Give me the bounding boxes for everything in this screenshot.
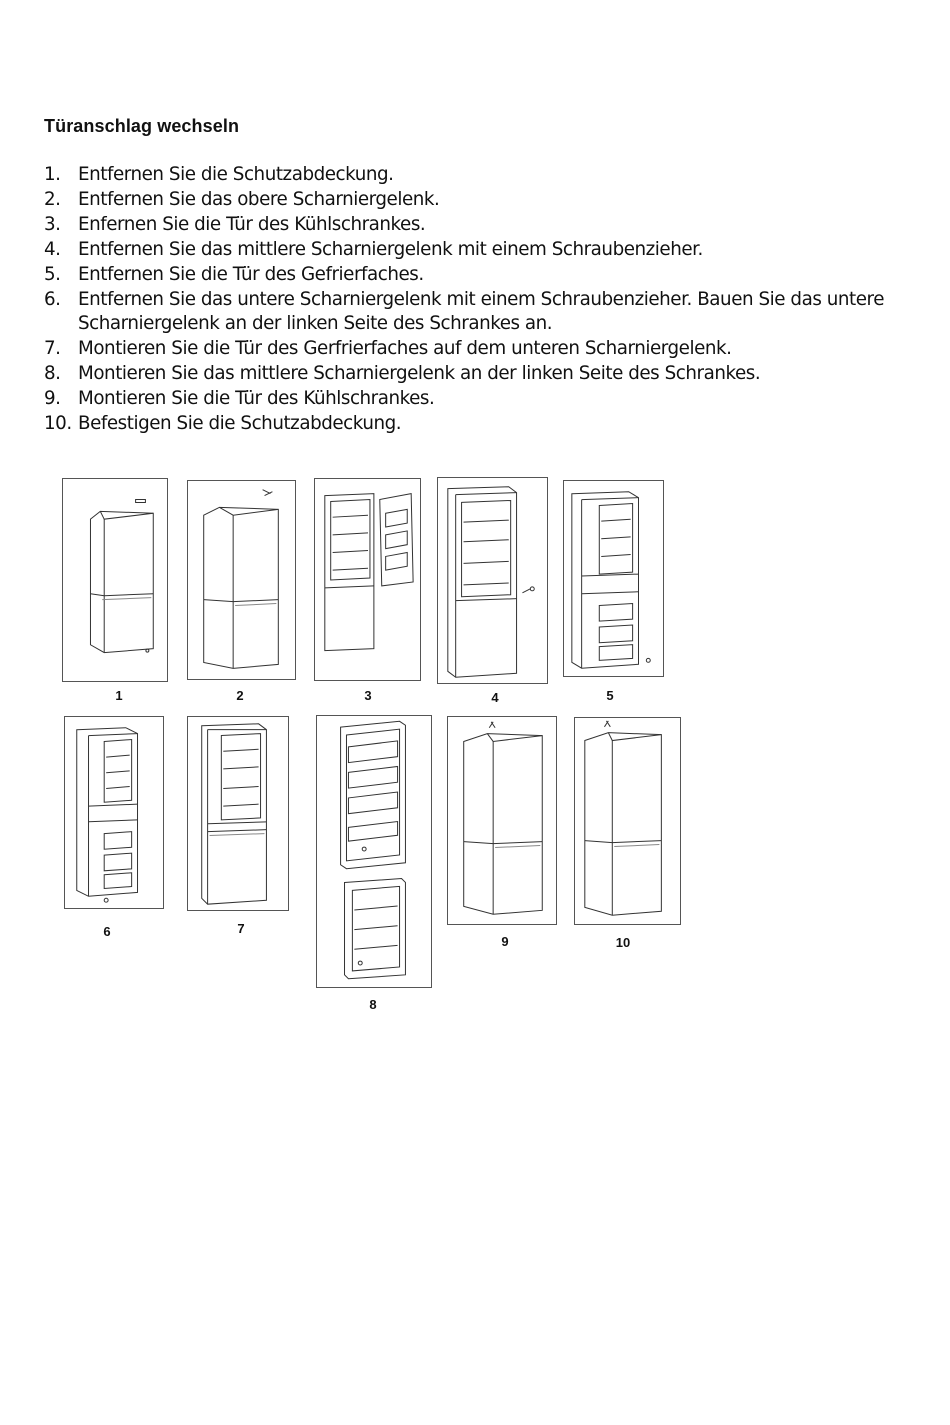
instruction-list [44,163,924,437]
figure-1-closed-fridge [62,478,168,682]
list-item: 3. Enfernen Sie die Tür des Kühlschrankes. [44,213,426,235]
figure-label: 4 [491,690,499,705]
list-item: 1. Entfernen Sie die Schutzabdeckung. [44,164,394,185]
list-item: 10. Befestigen Sie die Schutzabdeckung. [44,413,402,435]
list-item: 9. Montieren Sie die Tür des Kühlschrankes. [44,388,435,410]
figure-2-closed-fridge [187,480,296,680]
figure-3-door-open [314,478,421,681]
figure-label: 10 [615,935,631,950]
list-item: 7. Montieren Sie die Tür des Gerfrierfaches auf dem unteren Scharniergelenk. [44,338,732,360]
list-item: 4. Entfernen Sie das mittlere Scharniergelenk mit einem Schraubenzieher. [44,238,703,260]
figure-label: 1 [115,688,123,703]
figure-6-hinge-moved [64,716,164,909]
figure-label: 6 [103,924,111,939]
figure-4-door-removed [437,477,548,684]
figure-8-doors-detail [316,715,432,988]
list-item: 8. Montieren Sie das mittlere Scharniergelenk an der linken Seite des Schrankes. [44,363,761,385]
list-item: 2. Entfernen Sie das obere Scharniergelenk. [44,188,440,210]
figure-9-fridge-door-mounted [447,716,557,925]
figure-label: 5 [606,688,614,703]
figure-label: 7 [237,921,245,936]
figure-label: 3 [364,688,372,703]
figure-label: 2 [236,688,244,703]
figure-label: 8 [369,997,377,1012]
figure-10-cover-mounted [574,717,681,925]
list-item: 5. Entfernen Sie die Tür des Gefrierfaches. [44,263,424,285]
list-item: 6. Entfernen Sie das untere Scharniergelenk mit einem Schraubenzieher. Bauen Sie das untere Scharniergelenk an der linken Seite des Schrankes an. [44,288,885,335]
figure-5-doors-removed [563,480,664,677]
page-title: Türanschlag wechseln [44,116,240,136]
figure-label: 9 [501,934,509,949]
figure-7-freezer-door-mounted [187,716,289,911]
